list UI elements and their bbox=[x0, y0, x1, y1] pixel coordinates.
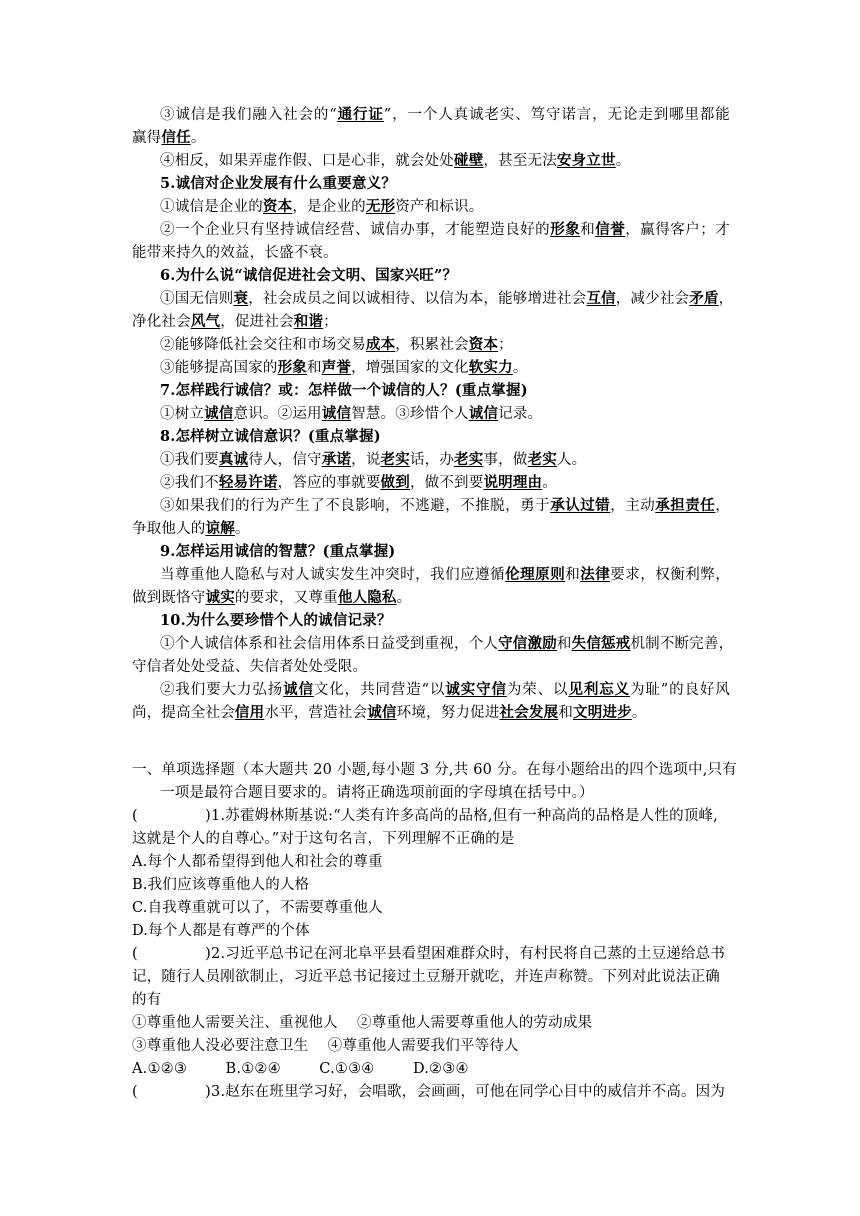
question-stem: 的有 bbox=[132, 992, 162, 1008]
note-line bbox=[160, 473, 557, 493]
text-segment: ，说 bbox=[351, 452, 381, 468]
question-stem: 这就是个人的自尊心。”对于这句名言，下列理解不正确的是 bbox=[132, 831, 515, 847]
text-segment: 。 bbox=[631, 705, 647, 721]
key-term: 矛盾 bbox=[689, 290, 719, 307]
text-segment: ，答应的事就要 bbox=[277, 475, 381, 491]
note-line bbox=[132, 519, 250, 539]
note-line bbox=[160, 450, 586, 470]
text-segment: 机制不断完善， bbox=[630, 636, 734, 652]
key-term: 诚信 bbox=[468, 405, 499, 422]
option-line: A.①②③ B.①②④ C.①③④ D.②③④ bbox=[132, 1061, 469, 1077]
text-segment: ，积累社会 bbox=[395, 337, 469, 353]
key-term: 无形 bbox=[365, 198, 396, 215]
key-term: 社会发展 bbox=[499, 704, 559, 721]
text-segment: ，主动 bbox=[610, 498, 656, 514]
text-segment: 。 bbox=[512, 360, 528, 376]
text-segment: 。 bbox=[615, 153, 631, 169]
text-segment: ， bbox=[718, 291, 734, 307]
text-segment: 。 bbox=[190, 130, 206, 146]
section-title: 一、单项选择题（本大题共 20 小题,每小题 3 分,共 60 分。在每小题给出的四个选项中,只有 bbox=[132, 762, 737, 778]
option-d: D.每个人都是有尊严的个体 bbox=[132, 923, 310, 939]
text-segment: ，减少社会 bbox=[615, 291, 690, 307]
text-segment: ，增强国家的文化 bbox=[351, 360, 469, 376]
note-line bbox=[132, 588, 411, 608]
note-line bbox=[160, 105, 730, 125]
text-segment: ， bbox=[715, 498, 730, 514]
option-a: A.每个人都希望得到他人和社会的尊重 bbox=[132, 854, 383, 870]
text-segment: ①国无信则 bbox=[160, 291, 234, 307]
question-heading: 6.为什么说“诚信促进社会文明、国家兴旺”？ bbox=[160, 267, 458, 284]
text-segment: 记录。 bbox=[498, 406, 543, 422]
key-term: 见利忘义 bbox=[568, 681, 631, 698]
text-segment: ①诚信是企业的 bbox=[160, 199, 263, 215]
text-segment: 。 bbox=[542, 475, 557, 491]
key-term: 风气 bbox=[190, 313, 221, 330]
text-segment: ，甚至无法 bbox=[483, 153, 557, 169]
key-term: 老实 bbox=[380, 451, 410, 468]
key-term: 老实 bbox=[454, 451, 484, 468]
question-heading: 9.怎样运用诚信的智慧？(重点掌握) bbox=[160, 543, 396, 560]
option-c: C.自我尊重就可以了，不需要尊重他人 bbox=[132, 900, 383, 916]
text-segment: ，社会成员之间以诚相待、以信为本，能够增进社会 bbox=[248, 291, 587, 307]
key-term: 做到 bbox=[380, 474, 410, 491]
question-stem: ( )1.苏霍姆林斯基说:“人类有许多高尚的品格,但有一种高尚的品格是人性的顶峰, bbox=[132, 808, 718, 824]
text-segment: 和 bbox=[565, 567, 581, 583]
key-term: 谅解 bbox=[205, 520, 235, 537]
key-term: 守信激励 bbox=[498, 635, 557, 652]
key-term: 资本 bbox=[262, 198, 293, 215]
text-segment: 智慧。③珍惜个人 bbox=[351, 406, 469, 422]
key-term: 资本 bbox=[468, 336, 499, 353]
key-term: 信任 bbox=[161, 129, 191, 146]
key-term: 诚信 bbox=[367, 704, 397, 721]
question-stem: ( )2.习近平总书记在河北阜平县看望困难群众时，有村民将自己蒸的土豆递给总书 bbox=[132, 946, 726, 962]
text-segment: 能带来持久的效益，长盛不衰。 bbox=[132, 245, 338, 261]
text-segment: ，做不到要 bbox=[409, 475, 484, 491]
key-term: 信誉 bbox=[595, 221, 626, 238]
text-segment: ①树立 bbox=[160, 406, 205, 422]
key-term: 承认过错 bbox=[550, 497, 611, 514]
note-line bbox=[160, 151, 630, 171]
key-term: 成本 bbox=[365, 336, 396, 353]
text-segment: 要求，权衡利弊， bbox=[610, 567, 730, 583]
key-term: 形象 bbox=[277, 359, 308, 376]
key-term: 伦理原则 bbox=[505, 566, 566, 583]
text-segment: ； bbox=[323, 314, 338, 330]
question-stem: 记，随行人员刚欲制止，习近平总书记接过土豆掰开就吃，并连声称赞。下列对此说法正确 bbox=[132, 969, 720, 985]
note-line bbox=[160, 197, 483, 217]
text-segment: ，是企业的 bbox=[292, 199, 366, 215]
key-term: 诚实 bbox=[205, 589, 235, 606]
key-term: 说明理由 bbox=[483, 474, 543, 491]
note-line bbox=[160, 680, 730, 700]
key-term: 碰壁 bbox=[454, 152, 484, 169]
text-segment: ③如果我们的行为产生了不良影响，不逃避，不推脱，勇于 bbox=[160, 498, 551, 514]
note-line bbox=[132, 128, 206, 148]
text-segment: ②能够降低社会交往和市场交易 bbox=[160, 337, 366, 353]
note-line bbox=[132, 703, 647, 723]
text-segment: ，促进社会 bbox=[220, 314, 294, 330]
text-segment: 。 bbox=[396, 590, 412, 606]
note-line bbox=[160, 358, 528, 378]
text-segment: 和 bbox=[558, 705, 574, 721]
key-term: 老实 bbox=[527, 451, 557, 468]
text-segment: ②一个企业只有坚持诚信经营、诚信办事，才能塑造良好的 bbox=[160, 222, 551, 238]
note-line bbox=[160, 565, 730, 585]
text-segment: 待人，信守 bbox=[248, 452, 322, 468]
text-segment: ”，一个人真诚老实、笃守诺言，无论走到哪里都能 bbox=[383, 107, 731, 123]
note-line bbox=[132, 657, 367, 677]
text-segment: ③能够提高国家的 bbox=[160, 360, 278, 376]
text-segment: ②我们要大力弘扬 bbox=[160, 682, 284, 698]
note-line bbox=[160, 404, 542, 424]
key-term: 他人隐私 bbox=[337, 589, 397, 606]
text-segment: 尚，提高全社会 bbox=[132, 705, 235, 721]
text-segment: 话，办 bbox=[409, 452, 455, 468]
key-term: 承担责任 bbox=[655, 497, 716, 514]
note-line bbox=[132, 312, 338, 332]
question-heading: 8.怎样树立诚信意识？(重点掌握) bbox=[160, 428, 381, 445]
key-term: 信用 bbox=[234, 704, 265, 721]
note-line bbox=[160, 220, 730, 240]
key-term: 安身立世 bbox=[556, 152, 616, 169]
key-term: 文明进步 bbox=[573, 704, 632, 721]
note-line bbox=[132, 243, 338, 263]
text-segment: ①个人诚信体系和社会信用体系日益受到重视，个人 bbox=[160, 636, 499, 652]
statement-line: ①尊重他人需要关注、重视他人 ②尊重他人需要尊重他人的劳动成果 bbox=[132, 1015, 593, 1031]
question-heading: 5.诚信对企业发展有什么重要意义？ bbox=[160, 175, 397, 192]
text-segment: 争取他人的 bbox=[132, 521, 206, 537]
text-segment: 赢得 bbox=[132, 130, 162, 146]
section-title: 一项是最符合题目要求的。请将正确选项前面的字母填在括号中。） bbox=[160, 785, 594, 801]
text-segment: ④相反，如果弄虚作假、口是心非，就会处处 bbox=[160, 153, 454, 169]
key-term: 和谐 bbox=[293, 313, 324, 330]
key-term: 承诺 bbox=[321, 451, 352, 468]
text-segment: ； bbox=[498, 337, 513, 353]
key-term: 诚信 bbox=[321, 405, 352, 422]
text-segment: 意识。②运用 bbox=[233, 406, 322, 422]
question-stem: ( )3.赵东在班里学习好，会唱歌，会画画，可他在同学心目中的威信并不高。因为 bbox=[132, 1084, 726, 1100]
note-line bbox=[160, 289, 734, 309]
key-term: 形象 bbox=[550, 221, 581, 238]
key-term: 软实力 bbox=[468, 359, 513, 376]
option-b: B.我们应该尊重他人的人格 bbox=[132, 877, 310, 893]
text-segment: 和 bbox=[307, 360, 322, 376]
text-segment: 守信者处处受益、失信者处处受限。 bbox=[132, 659, 368, 675]
key-term: 法律 bbox=[580, 566, 611, 583]
key-term: 衰 bbox=[233, 290, 249, 307]
text-segment: 人。 bbox=[556, 452, 587, 468]
key-term: 真诚 bbox=[218, 451, 249, 468]
text-segment: 环境，努力促进 bbox=[396, 705, 500, 721]
key-term: 诚实守信 bbox=[445, 681, 507, 698]
text-segment: 文化，共同营造“以 bbox=[313, 682, 446, 698]
text-segment: 和 bbox=[580, 222, 596, 238]
statement-line: ③尊重他人没必要注意卫生 ④尊重他人需要我们平等待人 bbox=[132, 1038, 519, 1054]
question-heading: 10.为什么要珍惜个人的诚信记录？ bbox=[160, 612, 392, 629]
text-segment: 净化社会 bbox=[132, 314, 191, 330]
text-segment: 水平，营造社会 bbox=[264, 705, 368, 721]
key-term: 诚信 bbox=[283, 681, 314, 698]
text-segment: 为荣、以 bbox=[506, 682, 569, 698]
text-segment: ②我们不 bbox=[160, 475, 219, 491]
key-term: 互信 bbox=[586, 290, 616, 307]
text-segment: 为耻”的良好风 bbox=[630, 682, 730, 698]
note-line bbox=[160, 634, 734, 654]
key-term: 轻易许诺 bbox=[218, 474, 278, 491]
text-segment: 。 bbox=[234, 521, 250, 537]
text-segment: ①我们要 bbox=[160, 452, 219, 468]
text-segment: ③诚信是我们融入社会的“ bbox=[160, 107, 337, 123]
question-heading: 7.怎样践行诚信？或：怎样做一个诚信的人？(重点掌握) bbox=[160, 382, 528, 399]
text-segment: 资产和标识。 bbox=[395, 199, 484, 215]
key-term: 诚信 bbox=[204, 405, 234, 422]
text-segment: 的要求，又尊重 bbox=[234, 590, 338, 606]
note-line bbox=[160, 335, 513, 355]
key-term: 通行证 bbox=[336, 106, 384, 123]
text-segment: 当尊重他人隐私与对人诚实发生冲突时，我们应遵循 bbox=[160, 567, 506, 583]
text-segment: 做到既恪守 bbox=[132, 590, 206, 606]
key-term: 声誉 bbox=[321, 359, 352, 376]
text-segment: 和 bbox=[556, 636, 572, 652]
note-line bbox=[160, 496, 730, 516]
key-term: 失信惩戒 bbox=[571, 635, 631, 652]
text-segment: ，赢得客户；才 bbox=[625, 222, 730, 238]
text-segment: 事，做 bbox=[483, 452, 528, 468]
